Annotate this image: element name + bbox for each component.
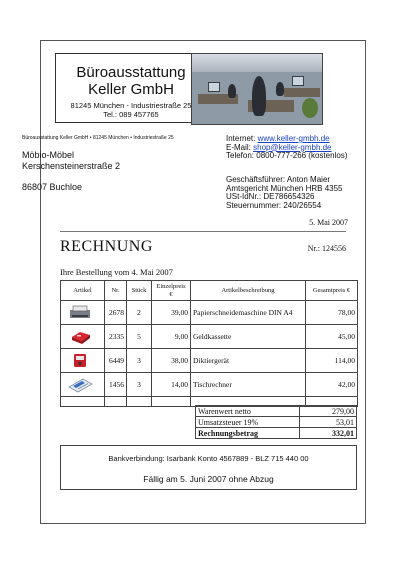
- photo-ceiling: [192, 54, 322, 72]
- table-row: [61, 301, 358, 325]
- photo-person: [228, 84, 236, 98]
- item-nr: 2678: [105, 301, 127, 325]
- empty-cell: [127, 397, 152, 407]
- header-artikel: Artikel: [61, 281, 105, 301]
- printer-icon: [63, 303, 97, 321]
- internet-label: Internet:: [226, 134, 256, 143]
- item-nr: 6449: [105, 349, 127, 373]
- recipient-city: 86807 Buchloe: [22, 182, 83, 192]
- totals-table: [195, 405, 357, 439]
- table-row: [61, 325, 358, 349]
- article-image-cell: [61, 301, 105, 325]
- tax-number: Steuernummer: 240/26554: [226, 200, 322, 210]
- empty-cell: [61, 397, 105, 407]
- article-image-cell: [61, 349, 105, 373]
- article-image-cell: [61, 373, 105, 397]
- photo-plant: [302, 98, 318, 118]
- photo-monitor: [208, 82, 220, 92]
- company-name-line1: Büroausstattung: [76, 64, 186, 81]
- invoice-title: RECHNUNG: [60, 238, 153, 255]
- photo-person: [252, 76, 266, 116]
- recipient-street: Kerschensteinerstraße 2: [22, 161, 121, 171]
- registry-court: Amtsgericht München HRB 4355: [226, 183, 343, 193]
- email-label: E-Mail:: [226, 142, 251, 152]
- vat-id: USt-IdNr.: DE786654326: [226, 192, 315, 201]
- phone-label: Telefon:: [226, 151, 255, 160]
- net-row: [196, 406, 357, 417]
- photo-desk: [284, 88, 320, 97]
- item-unit-price: 38,00: [152, 349, 191, 373]
- company-address: 81245 München - Industriestraße 25: [70, 101, 192, 110]
- company-name-line2: Keller GmbH: [88, 81, 174, 98]
- recipient-address: [22, 150, 120, 172]
- header-gesamtpreis: Gesamtpreis €: [306, 281, 358, 301]
- header-beschreibung: Artikelbeschreibung: [191, 281, 306, 301]
- order-reference: Ihre Bestellung vom 4. Mai 2007: [60, 267, 173, 277]
- due-date: Fällig am 5. Juni 2007 ohne Abzug: [143, 474, 274, 484]
- vat-label: Umsatzsteuer 19%: [196, 417, 300, 428]
- net-value: 279,00: [300, 406, 357, 417]
- item-description: Diktiergerät: [191, 349, 306, 373]
- item-total: 114,00: [306, 349, 358, 373]
- item-description: Tischrechner: [191, 373, 306, 397]
- calculator-icon: [63, 375, 97, 393]
- company-registration: [226, 176, 343, 210]
- ceo: Geschäftsführer: Anton Maier: [226, 175, 331, 184]
- article-image-cell: [61, 325, 105, 349]
- item-total: 42,00: [306, 373, 358, 397]
- item-nr: 1456: [105, 373, 127, 397]
- sender-line: Büroausstattung Keller GmbH • 81245 München • Industriestraße 25: [22, 135, 174, 141]
- table-row: [61, 349, 358, 373]
- item-qty: 2: [127, 301, 152, 325]
- header-nr: Nr.: [105, 281, 127, 301]
- photo-monitor: [292, 76, 304, 86]
- item-qty: 3: [127, 349, 152, 373]
- vat-value: 53,01: [300, 417, 357, 428]
- invoice-date: 5. Mai 2007: [309, 218, 348, 227]
- item-qty: 5: [127, 325, 152, 349]
- item-nr: 2335: [105, 325, 127, 349]
- vat-row: [196, 417, 357, 428]
- office-photo: [191, 53, 323, 125]
- contact-block: [226, 135, 347, 161]
- phone-value: 0800-777-266 (kostenlos): [256, 151, 348, 160]
- website-link[interactable]: www.keller-gmbh.de: [257, 134, 330, 143]
- bank-details: Bankverbindung: Isarbank Konto 4567889 - BLZ 715 440 00: [108, 454, 309, 463]
- company-phone: Tel.: 089 457765: [103, 110, 159, 119]
- table-header-row: [61, 281, 358, 301]
- recipient-name: Möbio-Möbel: [22, 150, 75, 160]
- header-einzelpreis: Einzelpreis €: [152, 281, 191, 301]
- table-row: [61, 373, 358, 397]
- item-total: 78,00: [306, 301, 358, 325]
- empty-cell: [105, 397, 127, 407]
- items-table: [60, 280, 358, 407]
- item-description: Papierschneidemaschine DIN A4: [191, 301, 306, 325]
- item-qty: 3: [127, 373, 152, 397]
- grand-total-row: [196, 428, 357, 439]
- divider: [60, 231, 346, 232]
- grand-total-label: Rechnungsbetrag: [196, 428, 300, 439]
- invoice-number: Nr.: 124556: [307, 244, 346, 253]
- cash-box-icon: [63, 327, 97, 345]
- item-unit-price: 39,00: [152, 301, 191, 325]
- item-total: 45,00: [306, 325, 358, 349]
- dictaphone-icon: [63, 351, 97, 369]
- photo-person: [276, 82, 284, 96]
- item-unit-price: 9,00: [152, 325, 191, 349]
- empty-cell: [152, 397, 191, 407]
- item-description: Geldkassette: [191, 325, 306, 349]
- header-stueck: Stück: [127, 281, 152, 301]
- grand-total-value: 332,01: [300, 428, 357, 439]
- item-unit-price: 14,00: [152, 373, 191, 397]
- email-link[interactable]: shop@keller-gmbh.de: [253, 142, 332, 152]
- net-label: Warenwert netto: [196, 406, 300, 417]
- payment-footer: [60, 445, 357, 490]
